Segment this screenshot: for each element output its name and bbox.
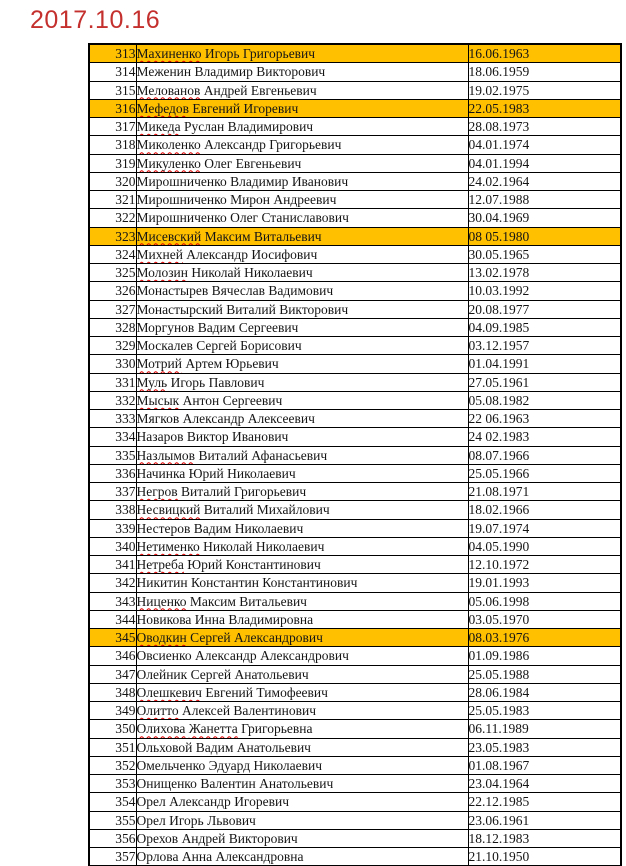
misspelled-word: Олитто xyxy=(136,703,179,719)
birth-date-cell: 18.06.1959 xyxy=(468,63,621,81)
table-row xyxy=(89,519,621,537)
row-number-cell: 348 xyxy=(89,683,136,701)
full-name-cell: Омельченко Эдуард Николаевич xyxy=(136,756,468,774)
misspelled-word: Оводкин xyxy=(136,630,187,646)
misspelled-word: Миколенко xyxy=(136,137,201,153)
row-number-cell: 343 xyxy=(89,592,136,610)
row-number-cell: 347 xyxy=(89,665,136,683)
birth-date-cell: 08 05.1980 xyxy=(468,227,621,245)
full-name-cell: Муль Игорь Павлович xyxy=(136,373,468,391)
full-name-cell: Новикова Инна Владимировна xyxy=(136,610,468,628)
birth-date-cell: 05.06.1998 xyxy=(468,592,621,610)
misspelled-word: Михней xyxy=(136,246,183,262)
birth-date-cell: 06.11.1989 xyxy=(468,720,621,738)
birth-date-cell: 25.05.1988 xyxy=(468,665,621,683)
birth-date-cell: 21.08.1971 xyxy=(468,483,621,501)
row-number-cell: 355 xyxy=(89,811,136,829)
row-number-cell: 350 xyxy=(89,720,136,738)
row-number-cell: 332 xyxy=(89,391,136,409)
row-number-cell: 322 xyxy=(89,209,136,227)
birth-date-cell: 12.07.1988 xyxy=(468,191,621,209)
full-name-cell: Мелованов Андрей Евгеньевич xyxy=(136,81,468,99)
full-name-cell: Махиненко Игорь Григорьевич xyxy=(136,44,468,63)
row-number-cell: 323 xyxy=(89,227,136,245)
birth-date-cell: 23.06.1961 xyxy=(468,811,621,829)
full-name-cell: Микеда Руслан Владимирович xyxy=(136,118,468,136)
misspelled-word: Олешкевич xyxy=(136,684,202,700)
table-row xyxy=(89,428,621,446)
table-row xyxy=(89,848,621,866)
row-number-cell: 334 xyxy=(89,428,136,446)
full-name-cell: Назаров Виктор Иванович xyxy=(136,428,468,446)
table-row xyxy=(89,647,621,665)
table-row xyxy=(89,118,621,136)
row-number-cell: 326 xyxy=(89,282,136,300)
full-name-cell: Москалев Сергей Борисович xyxy=(136,337,468,355)
row-number-cell: 329 xyxy=(89,337,136,355)
table-row xyxy=(89,592,621,610)
birth-date-cell: 19.07.1974 xyxy=(468,519,621,537)
full-name-cell: Меженин Владимир Викторович xyxy=(136,63,468,81)
table-row xyxy=(89,154,621,172)
full-name-cell: Нетименко Николай Николаевич xyxy=(136,537,468,555)
table-row xyxy=(89,172,621,190)
row-number-cell: 344 xyxy=(89,610,136,628)
birth-date-cell: 22 06.1963 xyxy=(468,410,621,428)
table-row xyxy=(89,556,621,574)
full-name-cell: Мирошниченко Мирон Андреевич xyxy=(136,191,468,209)
table-row xyxy=(89,537,621,555)
full-name-cell: Ольховой Вадим Анатольевич xyxy=(136,738,468,756)
birth-date-cell: 05.08.1982 xyxy=(468,391,621,409)
birth-date-cell: 03.12.1957 xyxy=(468,337,621,355)
row-number-cell: 331 xyxy=(89,373,136,391)
row-number-cell: 319 xyxy=(89,154,136,172)
row-number-cell: 353 xyxy=(89,775,136,793)
full-name-cell: Несвицкий Виталий Михайлович xyxy=(136,501,468,519)
birth-date-cell: 19.02.1975 xyxy=(468,81,621,99)
row-number-cell: 325 xyxy=(89,264,136,282)
birth-date-cell: 03.05.1970 xyxy=(468,610,621,628)
full-name-cell: Олейник Сергей Анатольевич xyxy=(136,665,468,683)
table-row xyxy=(89,501,621,519)
misspelled-word: Мысык xyxy=(136,392,180,408)
birth-date-cell: 23.05.1983 xyxy=(468,738,621,756)
table-row xyxy=(89,665,621,683)
row-number-cell: 327 xyxy=(89,300,136,318)
birth-date-cell: 04.01.1994 xyxy=(468,154,621,172)
full-name-cell: Микуленко Олег Евгеньевич xyxy=(136,154,468,172)
birth-date-cell: 28.06.1984 xyxy=(468,683,621,701)
table-row xyxy=(89,610,621,628)
row-number-cell: 346 xyxy=(89,647,136,665)
table-row xyxy=(89,99,621,117)
table-row xyxy=(89,264,621,282)
row-number-cell: 339 xyxy=(89,519,136,537)
full-name-cell: Овсиенко Александр Александрович xyxy=(136,647,468,665)
misspelled-word: Мефедов xyxy=(136,100,190,116)
misspelled-word: Махиненко xyxy=(136,46,202,62)
table-row xyxy=(89,702,621,720)
full-name-cell: Мирошниченко Владимир Иванович xyxy=(136,172,468,190)
misspelled-word: Несвицкий xyxy=(136,502,201,518)
birth-date-cell: 30.05.1965 xyxy=(468,245,621,263)
row-number-cell: 328 xyxy=(89,318,136,336)
row-number-cell: 342 xyxy=(89,574,136,592)
row-number-cell: 320 xyxy=(89,172,136,190)
full-name-cell: Орел Игорь Львович xyxy=(136,811,468,829)
misspelled-word: Олихова xyxy=(136,721,186,737)
table-row xyxy=(89,136,621,154)
full-name-cell: Мисевский Максим Витальевич xyxy=(136,227,468,245)
full-name-cell: Миколенко Александр Григорьевич xyxy=(136,136,468,154)
birth-date-cell: 20.08.1977 xyxy=(468,300,621,318)
table-row xyxy=(89,464,621,482)
birth-date-cell: 10.03.1992 xyxy=(468,282,621,300)
birth-date-cell: 04.09.1985 xyxy=(468,318,621,336)
birth-date-cell: 22.05.1983 xyxy=(468,99,621,117)
row-number-cell: 314 xyxy=(89,63,136,81)
birth-date-cell: 21.10.1950 xyxy=(468,848,621,866)
table-row xyxy=(89,793,621,811)
birth-date-cell: 18.12.1983 xyxy=(468,829,621,847)
birth-date-cell: 01.04.1991 xyxy=(468,355,621,373)
full-name-cell: Олешкевич Евгений Тимофеевич xyxy=(136,683,468,701)
row-number-cell: 356 xyxy=(89,829,136,847)
full-name-cell: Мысык Антон Сергеевич xyxy=(136,391,468,409)
row-number-cell: 338 xyxy=(89,501,136,519)
misspelled-word: Жанетта xyxy=(188,721,238,737)
table-row xyxy=(89,775,621,793)
birth-date-cell: 16.06.1963 xyxy=(468,44,621,63)
birth-date-cell: 08.07.1966 xyxy=(468,446,621,464)
misspelled-word: Назлымов xyxy=(136,447,196,463)
table-row xyxy=(89,245,621,263)
row-number-cell: 345 xyxy=(89,629,136,647)
table-row xyxy=(89,355,621,373)
full-name-cell: Мягков Александр Алексеевич xyxy=(136,410,468,428)
row-number-cell: 313 xyxy=(89,44,136,63)
persons-table-body xyxy=(89,44,621,866)
birth-date-cell: 30.04.1969 xyxy=(468,209,621,227)
misspelled-word: Молозин xyxy=(136,265,189,281)
table-row xyxy=(89,282,621,300)
birth-date-cell: 24 02.1983 xyxy=(468,428,621,446)
row-number-cell: 330 xyxy=(89,355,136,373)
row-number-cell: 349 xyxy=(89,702,136,720)
row-number-cell: 336 xyxy=(89,464,136,482)
row-number-cell: 340 xyxy=(89,537,136,555)
full-name-cell: Нетреба Юрий Константинович xyxy=(136,556,468,574)
row-number-cell: 321 xyxy=(89,191,136,209)
table-row xyxy=(89,337,621,355)
table-row xyxy=(89,738,621,756)
birth-date-cell: 25.05.1983 xyxy=(468,702,621,720)
birth-date-cell: 01.09.1986 xyxy=(468,647,621,665)
row-number-cell: 352 xyxy=(89,756,136,774)
persons-table xyxy=(88,43,622,866)
full-name-cell: Оводкин Сергей Александрович xyxy=(136,629,468,647)
table-row xyxy=(89,756,621,774)
birth-date-cell: 19.01.1993 xyxy=(468,574,621,592)
birth-date-cell: 24.02.1964 xyxy=(468,172,621,190)
row-number-cell: 337 xyxy=(89,483,136,501)
table-row xyxy=(89,191,621,209)
document-date-heading: 2017.10.16 xyxy=(30,6,161,34)
birth-date-cell: 01.08.1967 xyxy=(468,756,621,774)
birth-date-cell: 12.10.1972 xyxy=(468,556,621,574)
full-name-cell: Орлова Анна Александровна xyxy=(136,848,468,866)
birth-date-cell: 27.05.1961 xyxy=(468,373,621,391)
row-number-cell: 315 xyxy=(89,81,136,99)
table-row xyxy=(89,829,621,847)
full-name-cell: Нестеров Вадим Николаевич xyxy=(136,519,468,537)
birth-date-cell: 04.01.1974 xyxy=(468,136,621,154)
birth-date-cell: 13.02.1978 xyxy=(468,264,621,282)
misspelled-word: Микеда xyxy=(136,119,181,135)
row-number-cell: 335 xyxy=(89,446,136,464)
misspelled-word: Нетименко xyxy=(136,538,200,554)
row-number-cell: 333 xyxy=(89,410,136,428)
table-row xyxy=(89,209,621,227)
full-name-cell: Орехов Андрей Викторович xyxy=(136,829,468,847)
full-name-cell: Михней Александр Иосифович xyxy=(136,245,468,263)
full-name-cell: Ниценко Максим Витальевич xyxy=(136,592,468,610)
full-name-cell: Олихова Жанетта Григорьевна xyxy=(136,720,468,738)
full-name-cell: Негров Виталий Григорьевич xyxy=(136,483,468,501)
table-row xyxy=(89,629,621,647)
row-number-cell: 318 xyxy=(89,136,136,154)
full-name-cell: Монастырский Виталий Викторович xyxy=(136,300,468,318)
table-row xyxy=(89,391,621,409)
row-number-cell: 354 xyxy=(89,793,136,811)
row-number-cell: 357 xyxy=(89,848,136,866)
full-name-cell: Начинка Юрий Николаевич xyxy=(136,464,468,482)
table-row xyxy=(89,318,621,336)
table-row xyxy=(89,373,621,391)
table-row xyxy=(89,574,621,592)
misspelled-word: Мисевский xyxy=(136,228,202,244)
table-row xyxy=(89,63,621,81)
row-number-cell: 317 xyxy=(89,118,136,136)
birth-date-cell: 23.04.1964 xyxy=(468,775,621,793)
birth-date-cell: 25.05.1966 xyxy=(468,464,621,482)
misspelled-word: Муль xyxy=(136,374,168,390)
birth-date-cell: 28.08.1973 xyxy=(468,118,621,136)
row-number-cell: 351 xyxy=(89,738,136,756)
table-row xyxy=(89,227,621,245)
misspelled-word: Негров xyxy=(136,484,178,500)
full-name-cell: Назлымов Виталий Афанасьевич xyxy=(136,446,468,464)
misspelled-word: Мотрий xyxy=(136,356,183,372)
misspelled-word: Микуленко xyxy=(136,155,201,171)
full-name-cell: Никитин Константин Константинович xyxy=(136,574,468,592)
full-name-cell: Онищенко Валентин Анатольевич xyxy=(136,775,468,793)
birth-date-cell: 18.02.1966 xyxy=(468,501,621,519)
table-row xyxy=(89,44,621,63)
table-row xyxy=(89,300,621,318)
full-name-cell: Молозин Николай Николаевич xyxy=(136,264,468,282)
table-row xyxy=(89,446,621,464)
full-name-cell: Олитто Алексей Валентинович xyxy=(136,702,468,720)
full-name-cell: Орел Александр Игоревич xyxy=(136,793,468,811)
table-row xyxy=(89,720,621,738)
misspelled-word: Ниценко xyxy=(136,593,187,609)
full-name-cell: Мефедов Евгений Игоревич xyxy=(136,99,468,117)
full-name-cell: Мотрий Артем Юрьевич xyxy=(136,355,468,373)
birth-date-cell: 22.12.1985 xyxy=(468,793,621,811)
birth-date-cell: 08.03.1976 xyxy=(468,629,621,647)
full-name-cell: Моргунов Вадим Сергеевич xyxy=(136,318,468,336)
full-name-cell: Мирошниченко Олег Станиславович xyxy=(136,209,468,227)
table-row xyxy=(89,81,621,99)
table-row xyxy=(89,811,621,829)
row-number-cell: 341 xyxy=(89,556,136,574)
misspelled-word: Мелованов xyxy=(136,82,201,98)
row-number-cell: 316 xyxy=(89,99,136,117)
full-name-cell: Монастырев Вячеслав Вадимович xyxy=(136,282,468,300)
row-number-cell: 324 xyxy=(89,245,136,263)
misspelled-word: Нетреба xyxy=(136,557,184,573)
table-row xyxy=(89,683,621,701)
birth-date-cell: 04.05.1990 xyxy=(468,537,621,555)
table-row xyxy=(89,410,621,428)
table-row xyxy=(89,483,621,501)
